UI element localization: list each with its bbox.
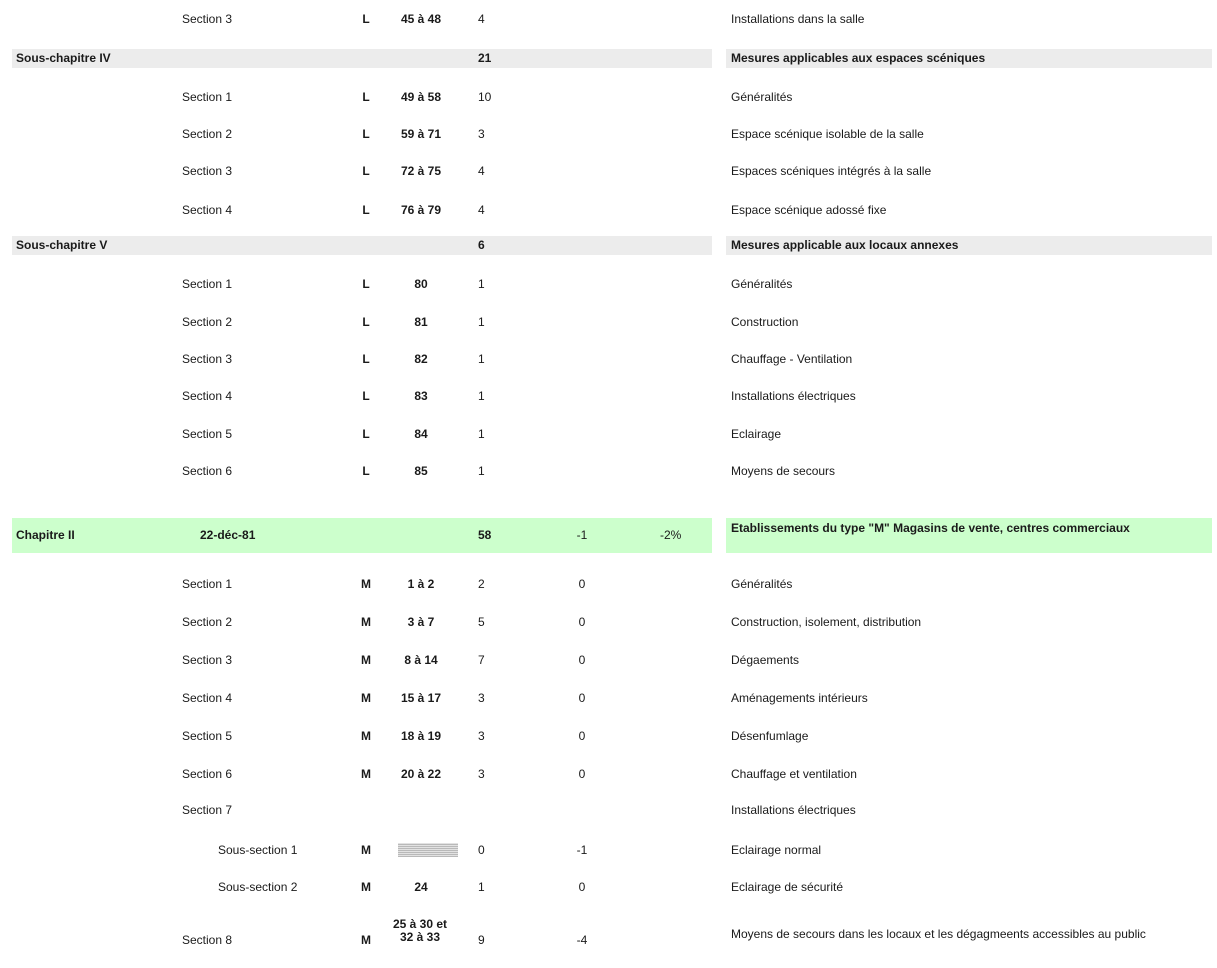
subchapter-title: Mesures applicables aux espaces scéniques (731, 51, 986, 65)
article-range: 80 (414, 277, 428, 291)
table-row (0, 729, 1217, 745)
article-diff: 0 (578, 729, 586, 743)
section-label: Section 8 (182, 933, 233, 947)
article-range: 20 à 22 (400, 767, 442, 781)
chapter-title: Etablissements du type "M" Magasins de vente, centres commerciaux (731, 521, 1130, 535)
section-label: Section 5 (182, 427, 233, 441)
table-row (0, 90, 1217, 106)
section-title: Espace scénique adossé fixe (731, 203, 887, 217)
article-count: 1 (478, 352, 485, 366)
article-diff: -4 (576, 933, 588, 947)
article-count: 2 (478, 577, 485, 591)
section-title: Généralités (731, 90, 793, 104)
chapter-label: Chapitre II (16, 528, 75, 542)
type-code: M (361, 729, 371, 743)
type-code: M (361, 933, 371, 947)
section-title: Installations électriques (731, 803, 856, 817)
article-count: 1 (478, 464, 485, 478)
article-range: 15 à 17 (400, 691, 442, 705)
type-code: L (362, 164, 370, 178)
article-count: 1 (478, 427, 485, 441)
table-row (0, 277, 1217, 293)
article-range: 25 à 30 et 32 à 33 (392, 917, 448, 944)
subchapter-row (0, 236, 1217, 255)
section-label: Section 6 (182, 767, 233, 781)
article-range: 84 (414, 427, 428, 441)
section-title: Chauffage - Ventilation (731, 352, 853, 366)
article-range: 82 (414, 352, 428, 366)
section-label: Section 3 (182, 12, 233, 26)
article-range: 59 à 71 (400, 127, 442, 141)
chapter-row (0, 518, 1217, 553)
section-title: Installations dans la salle (731, 12, 865, 26)
type-code: L (362, 315, 370, 329)
table-row (0, 615, 1217, 631)
section-title: Moyens de secours dans les locaux et les dégagmeents accessibles au public (731, 927, 1146, 941)
section-label: Section 2 (182, 615, 233, 629)
section-title: Dégaements (731, 653, 800, 667)
subchapter-label: Sous-chapitre IV (16, 51, 111, 65)
article-count: 9 (478, 933, 485, 947)
article-count: 4 (478, 12, 485, 26)
type-code: M (361, 653, 371, 667)
section-label: Section 3 (182, 164, 233, 178)
article-count: 0 (478, 843, 485, 857)
article-count: 10 (478, 90, 492, 104)
section-title: Construction (731, 315, 799, 329)
table-row (0, 843, 1217, 859)
table-row (0, 653, 1217, 669)
type-code: L (362, 90, 370, 104)
article-count: 4 (478, 164, 485, 178)
article-range: 1 à 2 (407, 577, 435, 591)
section-label: Section 4 (182, 389, 233, 403)
table-row (0, 127, 1217, 143)
article-diff: -1 (576, 528, 588, 542)
section-label: Section 3 (182, 653, 233, 667)
type-code: L (362, 427, 370, 441)
type-code: L (362, 127, 370, 141)
table-row (0, 803, 1217, 819)
section-title: Espace scénique isolable de la salle (731, 127, 924, 141)
type-code: M (361, 577, 371, 591)
type-code: L (362, 352, 370, 366)
article-range: 85 (414, 464, 428, 478)
article-count: 3 (478, 127, 485, 141)
article-count: 5 (478, 615, 485, 629)
article-count: 6 (478, 238, 485, 252)
section-label: Section 2 (182, 127, 233, 141)
article-count: 21 (478, 51, 492, 65)
table-row (0, 389, 1217, 405)
section-title: Eclairage (731, 427, 782, 441)
type-code: M (361, 880, 371, 894)
article-count: 58 (478, 528, 492, 542)
table-row (0, 880, 1217, 896)
section-label: Section 5 (182, 729, 233, 743)
section-label: Section 4 (182, 691, 233, 705)
section-title: Construction, isolement, distribution (731, 615, 922, 629)
article-count: 4 (478, 203, 485, 217)
article-count: 3 (478, 767, 485, 781)
subchapter-label: Sous-chapitre V (16, 238, 108, 252)
article-range: 83 (414, 389, 428, 403)
section-label: Section 4 (182, 203, 233, 217)
table-row (0, 315, 1217, 331)
article-count: 3 (478, 729, 485, 743)
article-range: 49 à 58 (400, 90, 442, 104)
section-label: Section 1 (182, 90, 233, 104)
subchapter-title: Mesures applicable aux locaux annexes (731, 238, 959, 252)
article-range: 18 à 19 (400, 729, 442, 743)
section-label: Section 3 (182, 352, 233, 366)
article-count: 3 (478, 691, 485, 705)
section-title: Installations électriques (731, 389, 856, 403)
row-highlight (12, 236, 712, 255)
type-code: M (361, 691, 371, 705)
table-row (0, 164, 1217, 180)
section-title: Désenfumlage (731, 729, 809, 743)
section-title: Espaces scéniques intégrés à la salle (731, 164, 932, 178)
article-range: 8 à 14 (404, 653, 438, 667)
table-row (0, 12, 1217, 28)
section-label: Section 7 (182, 803, 233, 817)
section-label: Section 6 (182, 464, 233, 478)
diff-percent: -2% (660, 528, 682, 542)
subsection-label: Sous-section 2 (218, 880, 298, 894)
type-code: M (361, 843, 371, 857)
section-title: Eclairage normal (731, 843, 822, 857)
type-code: L (362, 12, 370, 26)
section-title: Aménagements intérieurs (731, 691, 868, 705)
table-row (0, 577, 1217, 593)
article-diff: 0 (578, 767, 586, 781)
article-count: 1 (478, 389, 485, 403)
type-code: M (361, 615, 371, 629)
article-count: 7 (478, 653, 485, 667)
article-range: 24 (414, 880, 428, 894)
article-range: 72 à 75 (400, 164, 442, 178)
type-code: L (362, 277, 370, 291)
article-range: 3 à 7 (407, 615, 435, 629)
table-row (0, 427, 1217, 443)
article-count: 1 (478, 315, 485, 329)
row-highlight (12, 49, 712, 68)
subsection-label: Sous-section 1 (218, 843, 298, 857)
section-label: Section 1 (182, 577, 233, 591)
section-title: Généralités (731, 577, 793, 591)
type-code: L (362, 203, 370, 217)
section-label: Section 2 (182, 315, 233, 329)
article-diff: 0 (578, 880, 586, 894)
article-diff: 0 (578, 615, 586, 629)
type-code: L (362, 389, 370, 403)
article-range: 45 à 48 (400, 12, 442, 26)
section-title: Chauffage et ventilation (731, 767, 857, 781)
article-count: 1 (478, 277, 485, 291)
table-row (0, 352, 1217, 368)
redacted-article-range (398, 843, 458, 857)
article-range: 81 (414, 315, 428, 329)
table-row (0, 464, 1217, 480)
subchapter-row (0, 49, 1217, 68)
article-diff: -1 (576, 843, 588, 857)
article-range: 76 à 79 (400, 203, 442, 217)
section-title: Eclairage de sécurité (731, 880, 844, 894)
article-count: 1 (478, 880, 485, 894)
section-title: Généralités (731, 277, 793, 291)
chapter-date: 22-déc-81 (200, 528, 256, 542)
article-diff: 0 (578, 691, 586, 705)
table-row (0, 767, 1217, 783)
type-code: M (361, 767, 371, 781)
row-highlight (12, 518, 712, 553)
type-code: L (362, 464, 370, 478)
table-row (0, 691, 1217, 707)
section-title: Moyens de secours (731, 464, 836, 478)
table-row (0, 203, 1217, 219)
article-diff: 0 (578, 653, 586, 667)
table-row (0, 918, 1217, 962)
section-label: Section 1 (182, 277, 233, 291)
article-diff: 0 (578, 577, 586, 591)
